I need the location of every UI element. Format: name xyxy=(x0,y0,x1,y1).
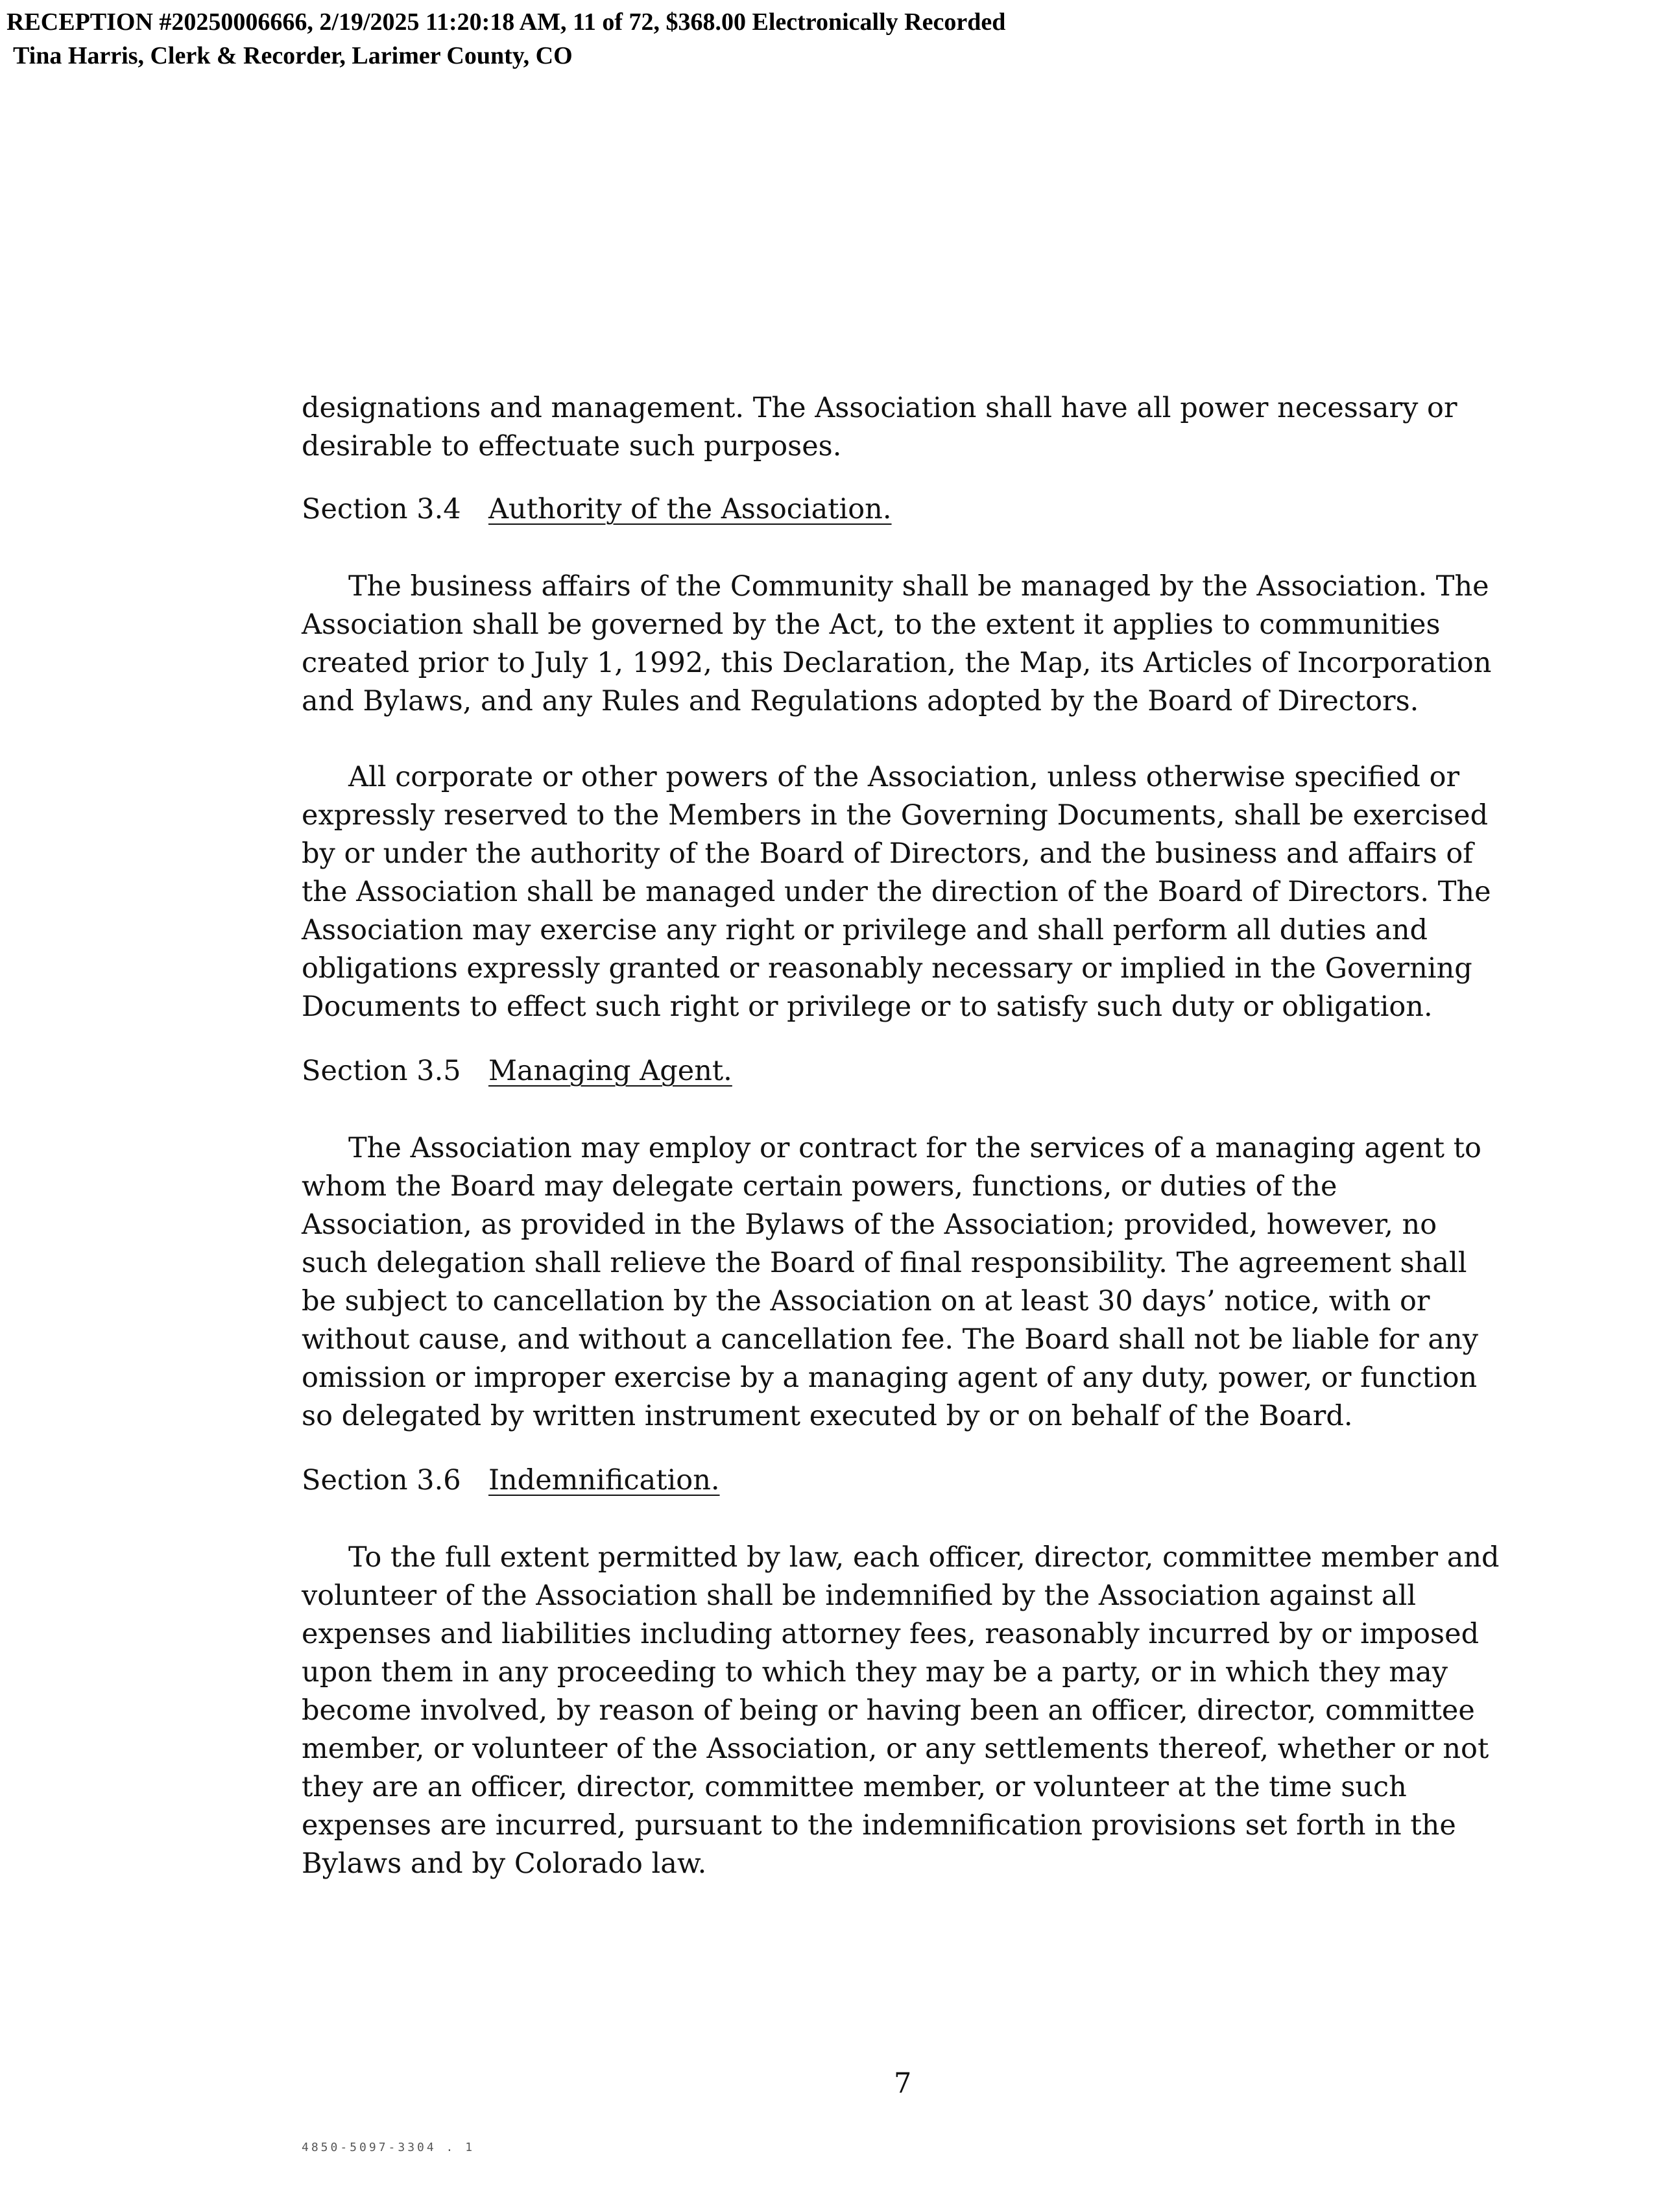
section-3-5-heading xyxy=(302,1052,1508,1090)
paragraph: The business affairs of the Community shall be managed by the Association. The Association shall be governed by the Act, to the extent it applies to communities created prior to July 1, 1992, this Declaration, the Map, its Articles of Incorporation and Bylaws, and any Rules and Regulations adopted by the Board of Directors. xyxy=(302,570,1492,717)
section-title: Managing Agent. xyxy=(488,1055,732,1087)
paragraph: All corporate or other powers of the Association, unless otherwise specified or expressly reserved to the Members in the Governing Documents, shall be exercised by or under the authority of the Board of Directors, and the business and affairs of the Association shall be managed under the direction of the Board of Directors. The Association may exercise any right or privilege and shall perform all duties and obligations expressly granted or reasonably necessary or implied in the Governing Documents to effect such right or privilege or to satisfy such duty or obligation. xyxy=(302,761,1491,1023)
intro-paragraph: designations and management. The Association shall have all power necessary or desirable to effectuate such purposes. xyxy=(302,392,1457,463)
section-number: Section 3.6 xyxy=(302,1464,461,1497)
section-number: Section 3.5 xyxy=(302,1055,461,1087)
clerk-recorder-line: Tina Harris, Clerk & Recorder, Larimer County, CO xyxy=(13,42,573,69)
reception-stamp-line: RECEPTION #20250006666, 2/19/2025 11:20:18 AM, 11 of 72, $368.00 Electronically Recorded xyxy=(6,8,1006,36)
page-number: 7 xyxy=(894,2067,912,2100)
section-3-4-heading xyxy=(302,490,1508,529)
document-code: 4850-5097-3304 . 1 xyxy=(302,2141,475,2154)
section-number: Section 3.4 xyxy=(302,493,461,525)
paragraph: To the full extent permitted by law, each officer, director, committee member and volunteer of the Association shall be indemnified by the Association against all expenses and liabilities including attorney fees, reasonably incurred by or imposed upon them in any proceeding to which they may be a party, or in which they may become involved, by reason of being or having been an officer, director, committee member, or volunteer of the Association, or any settlements thereof, whether or not they are an officer, director, committee member, or volunteer at the time such expenses are incurred, pursuant to the indemnification provisions set forth in the Bylaws and by Colorado law. xyxy=(302,1541,1500,1880)
paragraph: The Association may employ or contract for the services of a managing agent to whom the Board may delegate certain powers, functions, or duties of the Association, as provided in the Bylaws of the Association; provided, however, no such delegation shall relieve the Board of final responsibility. The agreement shall be subject to cancellation by the Association on at least 30 days’ notice, with or without cause, and without a cancellation fee. The Board shall not be liable for any omission or improper exercise by a managing agent of any duty, power, or function so delegated by written instrument executed by or on behalf of the Board. xyxy=(302,1132,1481,1432)
section-title: Authority of the Association. xyxy=(488,493,892,525)
document-body xyxy=(302,389,1508,1883)
section-title: Indemnification. xyxy=(488,1464,720,1497)
section-3-6-heading xyxy=(302,1461,1508,1500)
recording-header xyxy=(6,5,1005,73)
